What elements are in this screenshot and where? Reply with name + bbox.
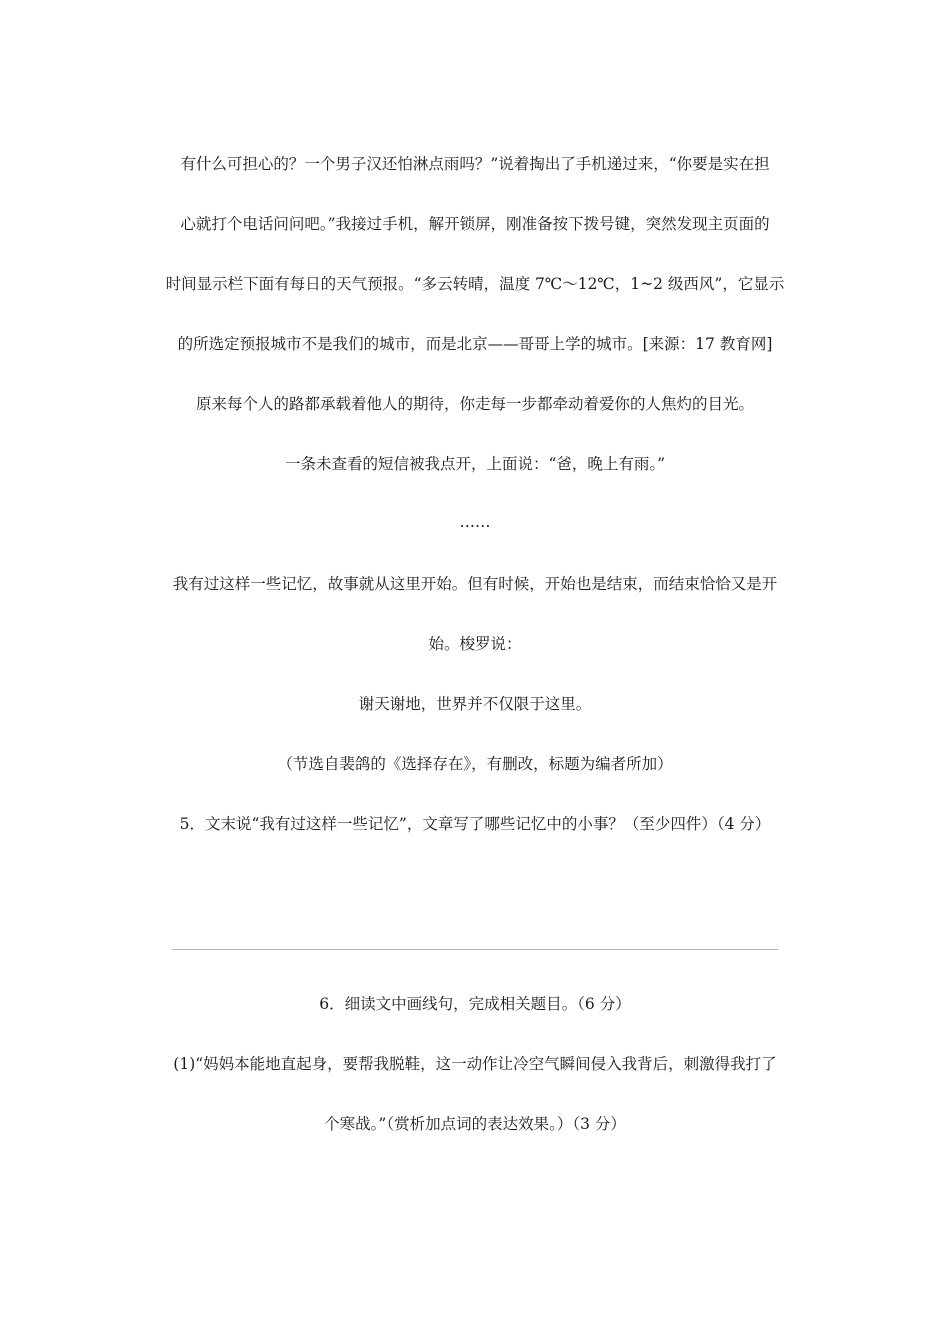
question-5: 5．文末说“我有过这样一些记忆”，文章写了哪些记忆中的小事？（至少四件）（4 分） [179, 815, 771, 833]
paragraph-line: 心就打个电话问问吧。”我接过手机，解开锁屏，刚准备按下拨号键，突然发现主页面的 [180, 215, 770, 233]
paragraph-line: 的所选定预报城市不是我们的城市，而是北京——哥哥上学的城市。[来源：17 教育网] [177, 335, 773, 353]
ellipsis-line: …… [459, 513, 491, 531]
source-note: （节选自裴鸽的《选择存在》，有删改，标题为编者所加） [277, 755, 673, 773]
answer-line [172, 949, 778, 950]
paragraph-line: 有什么可担心的？一个男子汉还怕淋点雨吗？”说着掏出了手机递过来，“你要是实在担 [180, 155, 770, 173]
question-6-1: (1)“妈妈本能地直起身，要帮我脱鞋，这一动作让冷空气瞬间侵入我背后，刺激得我打了 [173, 1055, 777, 1073]
quote-line: 谢天谢地，世界并不仅限于这里。 [358, 695, 592, 713]
question-6: 6．细读文中画线句，完成相关题目。（6 分） [319, 995, 631, 1013]
paragraph-line: 原来每个人的路都承载着他人的期待，你走每一步都牵动着爱你的人焦灼的目光。 [195, 395, 754, 413]
paragraph-line: 我有过这样一些记忆，故事就从这里开始。但有时候，开始也是结束，而结束恰恰又是开 [172, 575, 778, 593]
paragraph-line: 时间显示栏下面有每日的天气预报。“多云转晴，温度 7℃～12℃，1~2 级西风”，它显示 [165, 275, 785, 293]
question-6-1-cont: 个寒战。”（赏析加点词的表达效果。）（3 分） [324, 1115, 626, 1133]
paragraph-line: 始。梭罗说： [428, 635, 522, 653]
paragraph-line: 一条未查看的短信被我点开，上面说：“爸，晚上有雨。” [284, 455, 666, 473]
